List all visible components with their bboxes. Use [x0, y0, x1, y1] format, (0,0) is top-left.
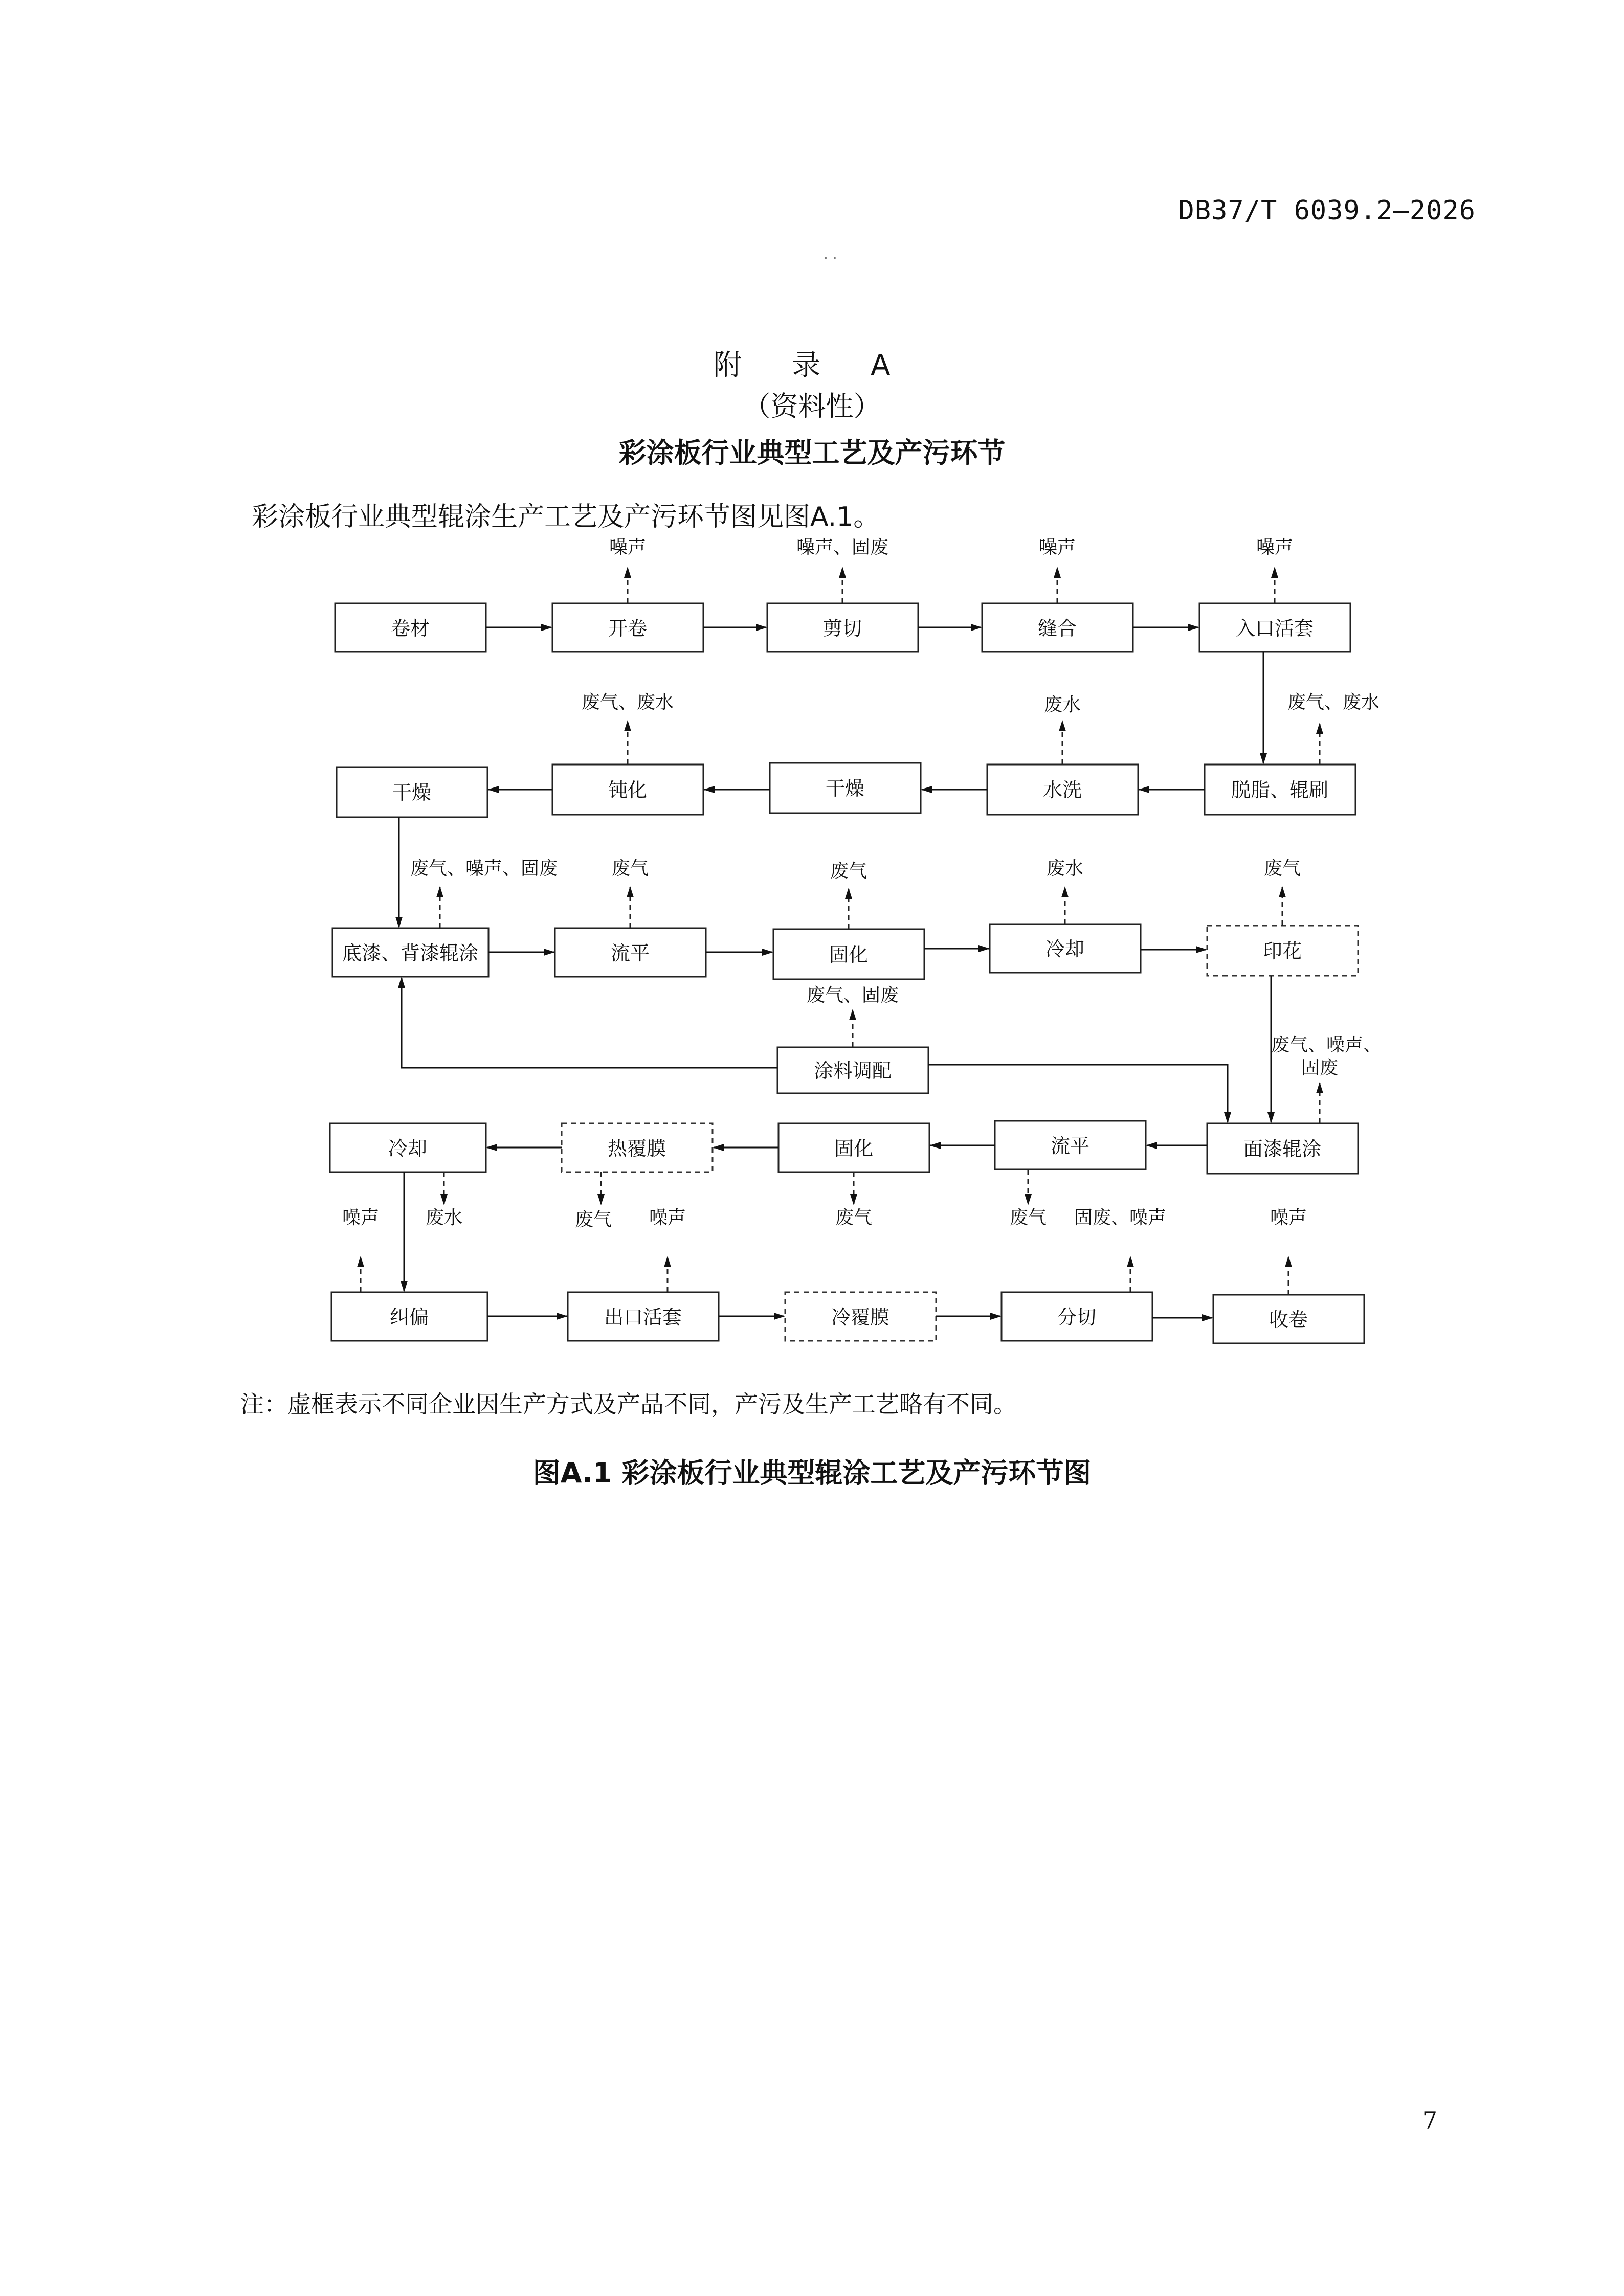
emission-refumo: 废气	[574, 1209, 612, 1230]
label-diqi: 底漆、背漆辊涂	[342, 942, 479, 964]
label-liuping2: 流平	[1050, 1135, 1090, 1157]
appendix-title: 彩涂板行业典型工艺及产污环节	[618, 437, 1006, 469]
figure-caption: 图A.1 彩涂板行业典型辊涂工艺及产污环节图	[532, 1457, 1092, 1489]
label-mianqi: 面漆辊涂	[1243, 1138, 1322, 1160]
emission-mianqi-2: 固废	[1301, 1057, 1339, 1078]
emission-tuozhi: 废气、废水	[1287, 692, 1380, 713]
document-code: DB37/T 6039.2—2026	[1178, 195, 1476, 226]
label-lengque1: 冷却	[1045, 938, 1085, 960]
label-liuping1: 流平	[610, 942, 650, 964]
label-fenghe: 缝合	[1037, 617, 1077, 640]
emission-shoujuan: 噪声	[1270, 1207, 1307, 1228]
label-ganzao1: 干燥	[392, 781, 432, 804]
label-juancai: 卷材	[390, 617, 430, 640]
label-jiupian: 纠偏	[389, 1306, 429, 1329]
appendix-type: （资料性）	[743, 390, 881, 422]
emission-rukou: 噪声	[1256, 537, 1294, 558]
label-tuozhi: 脱脂、辊刷	[1231, 779, 1329, 801]
label-chukou: 出口活套	[604, 1306, 682, 1329]
emission-lengque1: 废水	[1046, 858, 1084, 879]
emission-mianqi-1: 废气、噪声、	[1271, 1034, 1382, 1055]
diagram-note: 注：虚框表示不同企业因生产方式及产品不同，产污及生产工艺略有不同。	[240, 1390, 1017, 1418]
label-shuixi: 水洗	[1042, 779, 1082, 801]
emission-jiupian: 噪声	[342, 1207, 380, 1228]
label-jianqie: 剪切	[822, 617, 862, 640]
page-number: 7	[1422, 2107, 1437, 2134]
emission-liuping1: 废气	[611, 858, 649, 879]
emission-tuliao: 废气、固废	[806, 985, 899, 1006]
appendix-label: 附 录 A	[713, 349, 911, 382]
label-tuliao: 涂料调配	[813, 1060, 892, 1082]
label-refumo: 热覆膜	[607, 1137, 666, 1160]
label-shoujuan: 收卷	[1269, 1309, 1308, 1331]
emission-fenghe: 噪声	[1038, 537, 1076, 558]
scan-marks: · ·	[824, 250, 837, 266]
emission-dunhua: 废气、废水	[581, 692, 674, 713]
emission-fenqie: 固废、噪声	[1074, 1207, 1167, 1228]
emission-diqi: 废气、噪声、固废	[410, 858, 558, 879]
label-kaijuan: 开卷	[608, 617, 648, 640]
intro-paragraph: 彩涂板行业典型辊涂生产工艺及产污环节图见图A.1。	[252, 502, 880, 532]
emission-chukou: 噪声	[649, 1207, 686, 1228]
label-fenqie: 分切	[1057, 1306, 1097, 1329]
emission-guhua2: 废气	[835, 1207, 873, 1228]
label-guhua2: 固化	[834, 1137, 874, 1160]
label-rukou: 入口活套	[1235, 617, 1314, 640]
emission-kaijuan: 噪声	[609, 537, 647, 558]
label-guhua1: 固化	[829, 943, 869, 966]
label-lengfumo: 冷覆膜	[831, 1306, 890, 1329]
emission-jianqie: 噪声、固废	[796, 537, 889, 558]
label-ganzao2: 干燥	[825, 777, 865, 800]
emission-liuping2: 废气	[1009, 1207, 1047, 1228]
label-yinhua: 印花	[1262, 940, 1302, 962]
emission-yinhua: 废气	[1263, 858, 1301, 879]
emission-shuixi: 废水	[1043, 694, 1081, 715]
emission-lengque2: 废水	[425, 1207, 463, 1228]
label-lengque2: 冷却	[388, 1137, 428, 1160]
emission-guhua1: 废气	[830, 861, 867, 882]
label-dunhua: 钝化	[608, 779, 648, 801]
